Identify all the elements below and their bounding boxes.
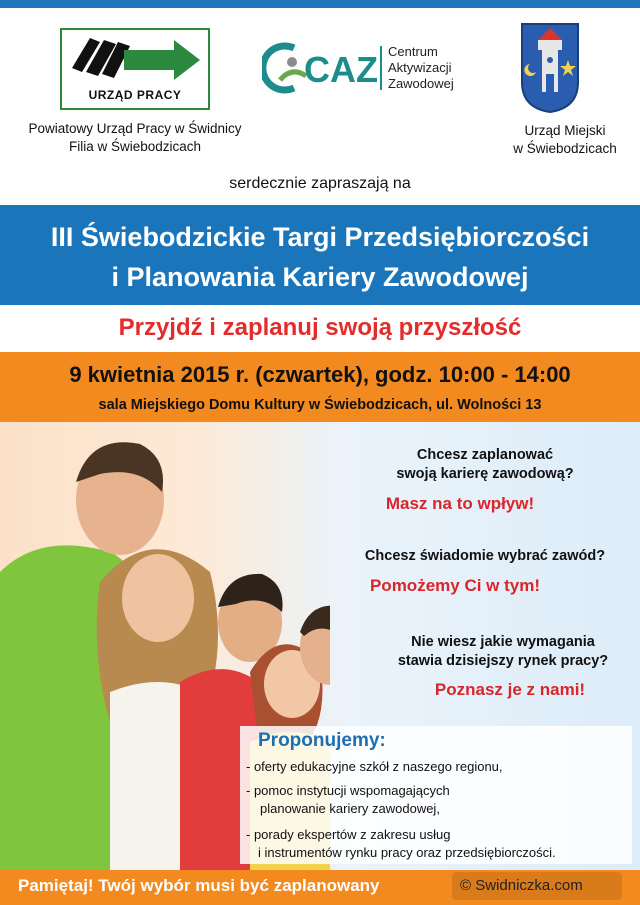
title-line2: i Planowania Kariery Zawodowej — [111, 262, 529, 292]
urzad-pracy-caption-line1: Powiatowy Urząd Pracy w Świdnicy — [28, 121, 242, 136]
urzad-miejski-line1: Urząd Miejski — [524, 123, 606, 138]
question-1 — [330, 446, 640, 484]
event-venue: sala Miejskiego Domu Kultury w Świebodzicach, ul. Wolności 13 — [98, 397, 542, 413]
urzad-miejski-caption — [495, 122, 635, 158]
invite-text: serdecznie zapraszają na — [229, 175, 411, 192]
question-1-line2: swoją karierę zawodową? — [396, 466, 574, 482]
question-2-line1: Chcesz świadomie wybrać zawód? — [364, 548, 606, 564]
answer-1: Masz na to wpływ! — [385, 494, 535, 513]
question-3-line1: Nie wiesz jakie wymagania — [411, 634, 595, 650]
caz-line1: Centrum — [388, 44, 438, 59]
offer-item-1: - oferty edukacyjne szkół z naszego regionu, — [246, 759, 503, 774]
offer-item-3-line2: i instrumentów rynku pracy oraz przedsiębiorczości. — [258, 845, 556, 860]
footer-text: Pamiętaj! Twój wybór musi być zaplanowany — [18, 876, 380, 895]
urzad-pracy-caption-line2: Filia w Świebodzicach — [68, 139, 202, 154]
caz-emblem-icon — [262, 40, 382, 96]
caz-name — [388, 44, 454, 92]
city-crest-icon — [520, 22, 580, 114]
offer-item-2-line1: - pomoc instytucji wspomagających — [246, 783, 450, 798]
cards-arrow-icon — [62, 30, 208, 90]
urzad-miejski-line2: w Świebodzicach — [513, 141, 617, 156]
question-3 — [372, 633, 634, 671]
offers-title: Proponujemy: — [258, 730, 386, 751]
title-line1: III Świebodzickie Targi Przedsiębiorczości — [50, 222, 590, 252]
slogan: Przyjdź i zaplanuj swoją przyszłość — [118, 314, 522, 341]
event-date: 9 kwietnia 2015 r. (czwartek), godz. 10:00 - 14:00 — [69, 362, 571, 387]
answer-2: Pomożemy Ci w tym! — [369, 576, 541, 595]
question-1-line1: Chcesz zaplanować — [416, 447, 554, 463]
watermark: © Swidniczka.com — [460, 877, 583, 894]
urzad-pracy-logo — [60, 28, 210, 110]
answer-3: Poznasz je z nami! — [434, 680, 586, 699]
urzad-pracy-caption — [10, 120, 260, 156]
question-3-line2: stawia dzisiejszy rynek pracy? — [397, 653, 609, 669]
caz-logo — [262, 40, 477, 96]
caz-line2: Aktywizacji — [388, 60, 452, 75]
top-stripe — [0, 0, 640, 8]
caz-line3: Zawodowej — [388, 76, 454, 91]
question-2 — [330, 547, 640, 566]
caz-logo-text: CAZ — [304, 49, 378, 90]
offer-item-2-line2: planowanie kariery zawodowej, — [260, 801, 440, 816]
urzad-pracy-logo-text: URZĄD PRACY — [88, 88, 182, 102]
offer-item-3-line1: - porady ekspertów z zakresu usług — [246, 827, 451, 842]
